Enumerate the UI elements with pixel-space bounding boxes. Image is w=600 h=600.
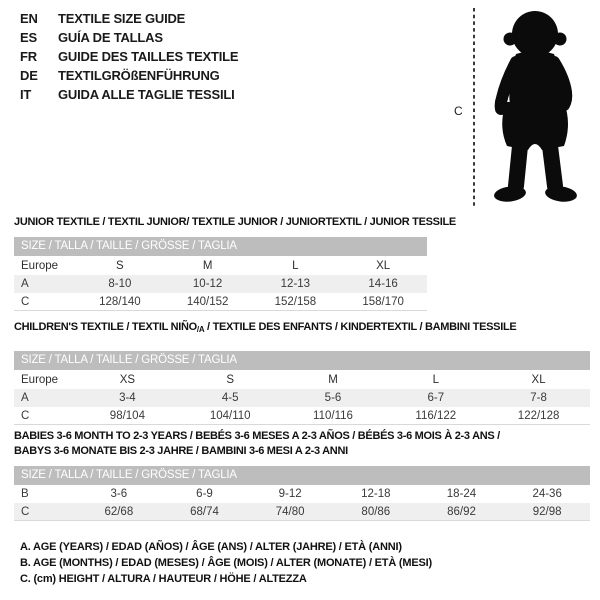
table-row-region <box>14 256 427 275</box>
footnote-age-months: B. AGE (MONTHS) / EDAD (MESES) / ÂGE (MOIS) / ALTER (MONATE) / ETÀ (MESI) <box>20 557 432 569</box>
size-cell: M <box>202 259 213 272</box>
language-row <box>20 9 238 28</box>
row-label: C <box>21 409 30 422</box>
value-cell: 24-36 <box>532 488 562 500</box>
row-label: A <box>21 278 29 290</box>
value-cell: 122/128 <box>517 409 560 422</box>
value-cell: 92/98 <box>532 505 562 518</box>
table-row-height <box>14 293 427 311</box>
height-measure-figure <box>450 6 596 208</box>
value-cell: 7-8 <box>530 392 547 404</box>
footnote-height: C. (cm) HEIGHT / ALTURA / HAUTEUR / HÖHE / ALTEZZA <box>20 573 307 585</box>
toddler-silhouette-icon <box>450 6 596 208</box>
value-cell: 86/92 <box>447 505 476 518</box>
size-header-bar: SIZE / TALLA / TAILLE / GRÖSSE / TAGLIA <box>14 237 427 256</box>
row-label: C <box>21 505 30 518</box>
size-header-bar: SIZE / TALLA / TAILLE / GRÖSSE / TAGLIA <box>14 351 590 370</box>
row-label: A <box>21 392 29 404</box>
value-cell: 18-24 <box>446 488 477 500</box>
value-cell: 74/80 <box>275 505 305 518</box>
value-cell: 8-10 <box>108 278 132 290</box>
value-cell: 98/104 <box>109 409 145 422</box>
table-row-age-years <box>14 275 427 293</box>
value-cell: 158/170 <box>362 295 404 308</box>
size-cell: XL <box>531 373 546 386</box>
language-row <box>20 47 238 66</box>
language-label: TEXTILE SIZE GUIDE <box>58 11 186 26</box>
section-title-line2: BABYS 3-6 MONATE BIS 2-3 JAHRE / BAMBINI 3-6 MESI A 2-3 ANNI <box>14 445 348 457</box>
value-cell: 3-6 <box>110 488 128 500</box>
value-cell: 80/86 <box>361 505 391 518</box>
value-cell: 9-12 <box>278 488 302 500</box>
footnote-age-years: A. AGE (YEARS) / EDAD (AÑOS) / ÂGE (ANS) / ALTER (JAHRE) / ETÀ (ANNI) <box>20 541 402 553</box>
value-cell: 104/110 <box>209 409 251 422</box>
size-cell: S <box>116 259 124 272</box>
value-cell: 62/68 <box>104 505 134 518</box>
value-cell: 68/74 <box>190 505 219 518</box>
language-code: FR <box>20 49 37 64</box>
value-cell: 5-6 <box>324 392 342 404</box>
section-title-text: / TEXTILE DES ENFANTS / KINDERTEXTIL / BAMBINI TESSILE <box>204 321 517 333</box>
language-code: ES <box>20 30 37 45</box>
value-cell: 110/116 <box>313 409 353 422</box>
value-cell: 3-4 <box>119 392 136 404</box>
value-cell: 140/152 <box>186 295 229 308</box>
size-table-junior <box>14 237 427 311</box>
value-cell: 6-7 <box>427 392 445 404</box>
section-title: JUNIOR TEXTILE / TEXTIL JUNIOR/ TEXTILE JUNIOR / JUNIORTEXTIL / JUNIOR TESSILE <box>14 216 456 228</box>
size-cell: XS <box>119 373 136 386</box>
row-label: C <box>21 295 30 308</box>
value-cell: 6-9 <box>196 488 213 500</box>
language-row <box>20 66 238 85</box>
language-code: EN <box>20 11 38 26</box>
table-row-height <box>14 503 590 521</box>
language-code: IT <box>20 87 32 102</box>
language-code: DE <box>20 68 38 83</box>
section-junior-textile <box>14 216 456 311</box>
language-label: GUÍA DE TALLAS <box>58 30 163 45</box>
legend-footnotes <box>20 539 432 587</box>
value-cell: 12-18 <box>361 488 391 500</box>
size-cell: XL <box>376 259 391 272</box>
value-cell: 128/140 <box>99 295 141 308</box>
value-cell: 116/122 <box>415 409 457 422</box>
row-label: B <box>21 488 29 500</box>
row-label: Europe <box>21 373 59 386</box>
value-cell: 4-5 <box>221 392 239 404</box>
section-title <box>14 429 590 459</box>
section-title <box>14 321 590 336</box>
table-row-height <box>14 407 590 425</box>
language-title-list <box>20 9 238 104</box>
section-title-line1: BABIES 3-6 MONTH TO 2-3 YEARS / BEBÉS 3-6 MESES A 2-3 AÑOS / BÉBÉS 3-6 MOIS À 2-3 ANS / <box>14 430 500 442</box>
size-header-bar: SIZE / TALLA / TAILLE / GRÖSSE / TAGLIA <box>14 466 590 485</box>
section-children-textile <box>14 321 590 425</box>
section-babies-textile <box>14 429 590 521</box>
height-measure-label: C <box>454 104 463 118</box>
language-label: GUIDE DES TAILLES TEXTILE <box>58 49 239 64</box>
value-cell: 10-12 <box>192 278 223 290</box>
size-cell: L <box>432 373 439 386</box>
table-row-age-years <box>14 389 590 407</box>
language-row <box>20 85 238 104</box>
language-label: TEXTILGRÖßENFÜHRUNG <box>58 68 220 83</box>
value-cell: 14-16 <box>368 278 398 290</box>
table-row-age-months <box>14 485 590 503</box>
size-cell: S <box>226 373 235 386</box>
value-cell: 12-13 <box>280 278 311 290</box>
value-cell: 152/158 <box>274 295 317 308</box>
size-cell: L <box>292 259 299 272</box>
row-label: Europe <box>21 259 59 272</box>
size-table-babies <box>14 466 590 521</box>
size-cell: M <box>328 373 338 386</box>
language-label: GUIDA ALLE TAGLIE TESSILI <box>58 87 235 102</box>
section-title-text: CHILDREN'S TEXTILE / TEXTIL NIÑO <box>14 321 197 333</box>
section-title-subscript: /A <box>196 325 205 334</box>
language-row <box>20 28 238 47</box>
table-row-region <box>14 370 590 389</box>
size-table-children <box>14 351 590 425</box>
